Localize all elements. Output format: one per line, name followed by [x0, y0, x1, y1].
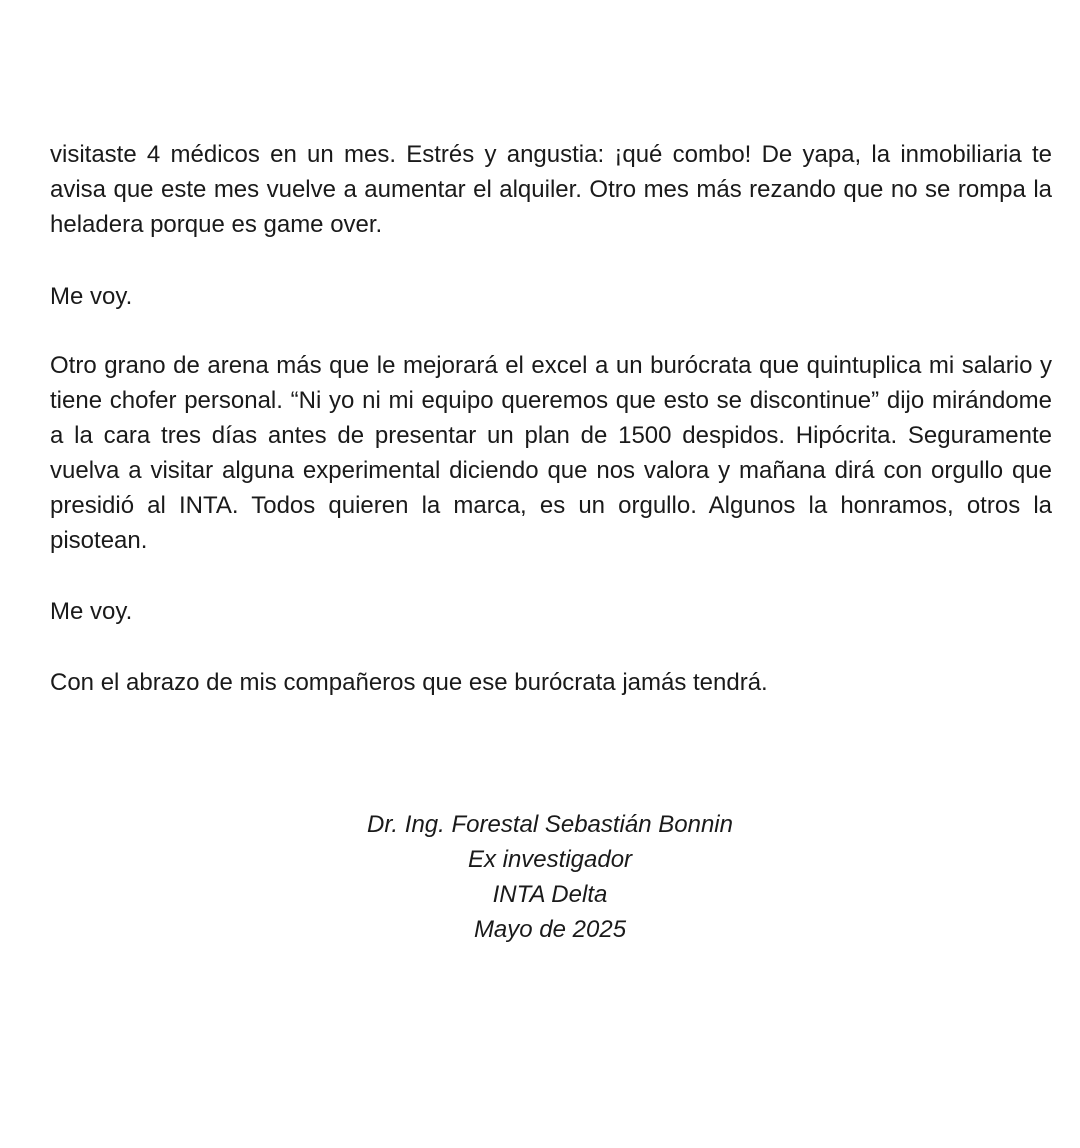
signature-block [0, 807, 1080, 947]
paragraph-closing: Con el abrazo de mis compañeros que ese burócrata jamás tendrá. [50, 669, 768, 696]
signature-date: Mayo de 2025 [473, 916, 627, 943]
paragraph-me-voy-2: Me voy. [50, 598, 133, 625]
signature-name: Dr. Ing. Forestal Sebastián Bonnin [367, 811, 733, 838]
paragraph-rent-and-stress: visitaste 4 médicos en un mes. Estrés y angustia: ¡qué combo! De yapa, la inmobiliaria te avisa que este mes vuelve a aumentar el alquiler. Otro mes más rezando que no se rompa la heladera porque es game over. [50, 141, 1052, 238]
signature-role: Ex investigador [467, 846, 633, 873]
signature-institution: INTA Delta [492, 881, 608, 908]
paragraph-me-voy-1: Me voy. [50, 283, 133, 310]
paragraph-bureaucrat: Otro grano de arena más que le mejorará el excel a un burócrata que quintuplica mi salario y tiene chofer personal. “Ni yo ni mi equipo queremos que esto se discontinue” dijo mirándome a la cara tres días antes de presentar un plan de 1500 despidos. Hipócrita. Seguramente vuelva a visitar alguna experimental diciendo que nos valora y mañana dirá con orgullo que presidió al INTA. Todos quieren la marca, es un orgullo. Algunos la honramos, otros la pisotean. [50, 352, 1052, 554]
